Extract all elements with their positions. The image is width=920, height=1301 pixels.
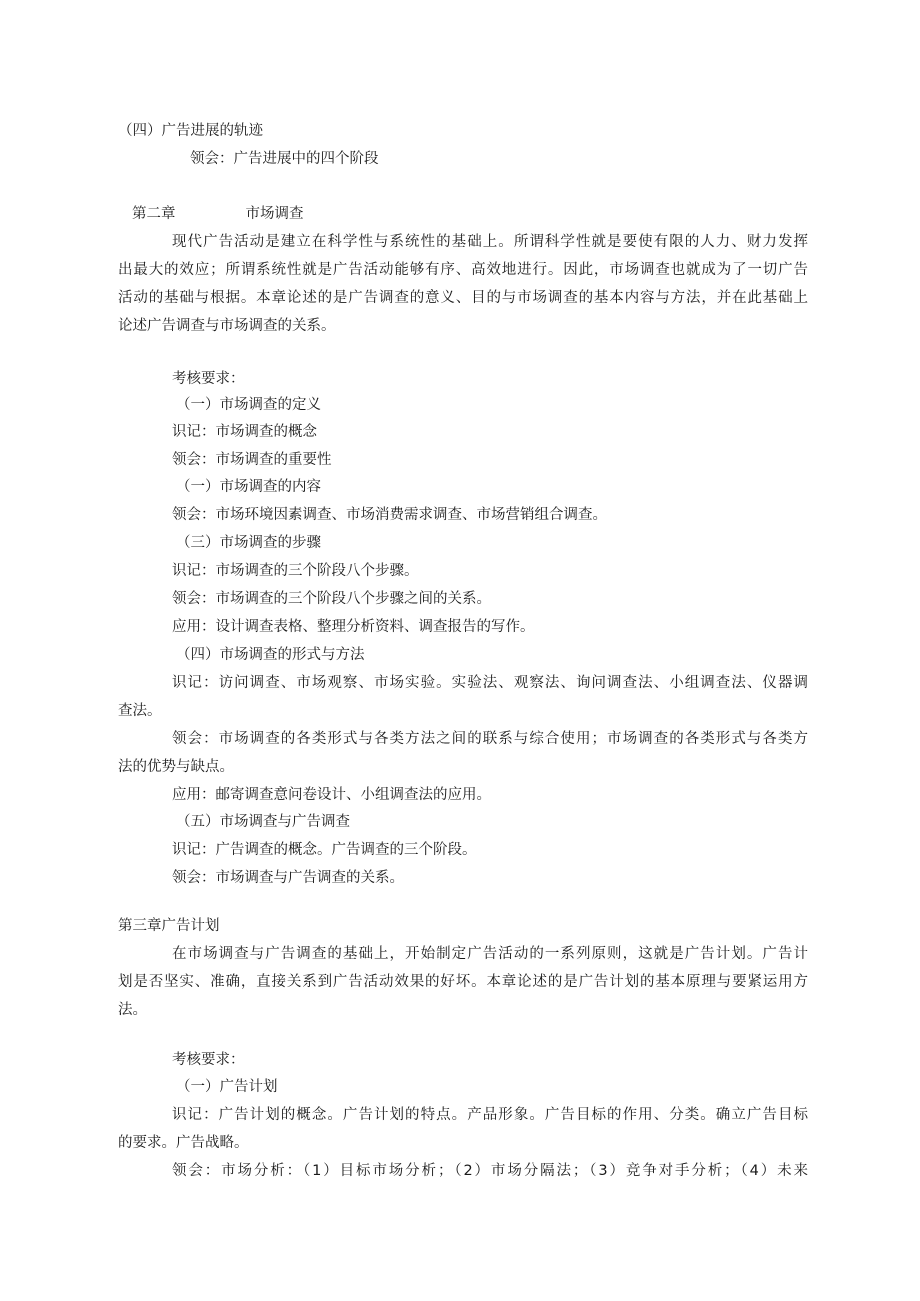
- chapter-title: 市场调查: [245, 206, 304, 222]
- requirement-line: 应用：设计调查表格、整理分析资料、调查报告的写作。: [172, 619, 535, 635]
- paragraph-line: 划是否坚实、准确，直接关系到广告活动效果的好坏。本章论述的是广告计划的基本原理与要紧运用方: [118, 974, 808, 990]
- paragraph-line: 在市场调查与广告调查的基础上，开始制定广告活动的一系列原则，这就是广告计划。广告计: [172, 946, 808, 962]
- requirement-line: 领会：广告进展中的四个阶段: [190, 151, 379, 167]
- requirement-line: 应用：邮寄调查意问卷设计、小组调查法的应用。: [172, 787, 491, 803]
- requirement-line: 的要求。广告战略。: [118, 1135, 249, 1151]
- subsection-heading: （五）市场调查与广告调查: [176, 814, 350, 830]
- requirement-line: 查法。: [118, 703, 162, 719]
- subsection-heading: （一）市场调查的定义: [176, 397, 321, 413]
- requirement-line: 领会：市场分析：（1）目标市场分析；（2）市场分隔法；（3）竞争对手分析；（4）未来: [172, 1163, 808, 1179]
- chapter-heading: [132, 204, 304, 224]
- requirement-line: 领会：市场调查的重要性: [172, 452, 332, 468]
- requirement-line: 识记：广告计划的概念。广告计划的特点。产品形象。广告目标的作用、分类。确立广告目标: [172, 1107, 808, 1123]
- subsection-heading: （一）市场调查的内容: [176, 479, 321, 495]
- requirement-line: 领会：市场环境因素调查、市场消费需求调查、市场营销组合调查。: [172, 507, 607, 523]
- paragraph-line: 现代广告活动是建立在科学性与系统性的基础上。所谓科学性就是要使有限的人力、财力发挥: [172, 234, 808, 250]
- section-heading: （四）广告进展的轨迹: [118, 123, 263, 139]
- requirement-line: 识记：访问调查、市场观察、市场实验。实验法、观察法、询问调查法、小组调查法、仪器调: [172, 675, 808, 691]
- requirement-line: 法的优势与缺点。: [118, 759, 234, 775]
- subsection-heading: （四）市场调查的形式与方法: [176, 647, 365, 663]
- requirement-line: 识记：市场调查的三个阶段八个步骤。: [172, 563, 419, 579]
- requirement-line: 领会：市场调查与广告调查的关系。: [172, 870, 404, 886]
- paragraph-line: 出最大的效应；所谓系统性就是广告活动能够有序、高效地进行。因此，市场调查也就成为了一切广告: [118, 262, 808, 278]
- requirement-line: 领会：市场调查的各类形式与各类方法之间的联系与综合使用；市场调查的各类形式与各类方: [172, 731, 808, 747]
- subsection-heading: （三）市场调查的步骤: [176, 535, 321, 551]
- assessment-heading: 考核要求：: [172, 1052, 245, 1068]
- paragraph-line: 活动的基础与根据。本章论述的是广告调查的意义、目的与市场调查的基本内容与方法，并在此基础上: [118, 290, 808, 306]
- requirement-line: 识记：市场调查的概念: [172, 424, 317, 440]
- chapter-heading: 第三章广告计划: [118, 918, 220, 934]
- paragraph-line: 法。: [118, 1002, 147, 1018]
- subsection-heading: （一）广告计划: [176, 1079, 278, 1095]
- assessment-heading: 考核要求：: [172, 371, 245, 387]
- chapter-number: 第二章: [132, 206, 176, 222]
- paragraph-line: 论述广告调查与市场调查的关系。: [118, 318, 336, 334]
- requirement-line: 识记：广告调查的概念。广告调查的三个阶段。: [172, 842, 477, 858]
- requirement-line: 领会：市场调查的三个阶段八个步骤之间的关系。: [172, 591, 491, 607]
